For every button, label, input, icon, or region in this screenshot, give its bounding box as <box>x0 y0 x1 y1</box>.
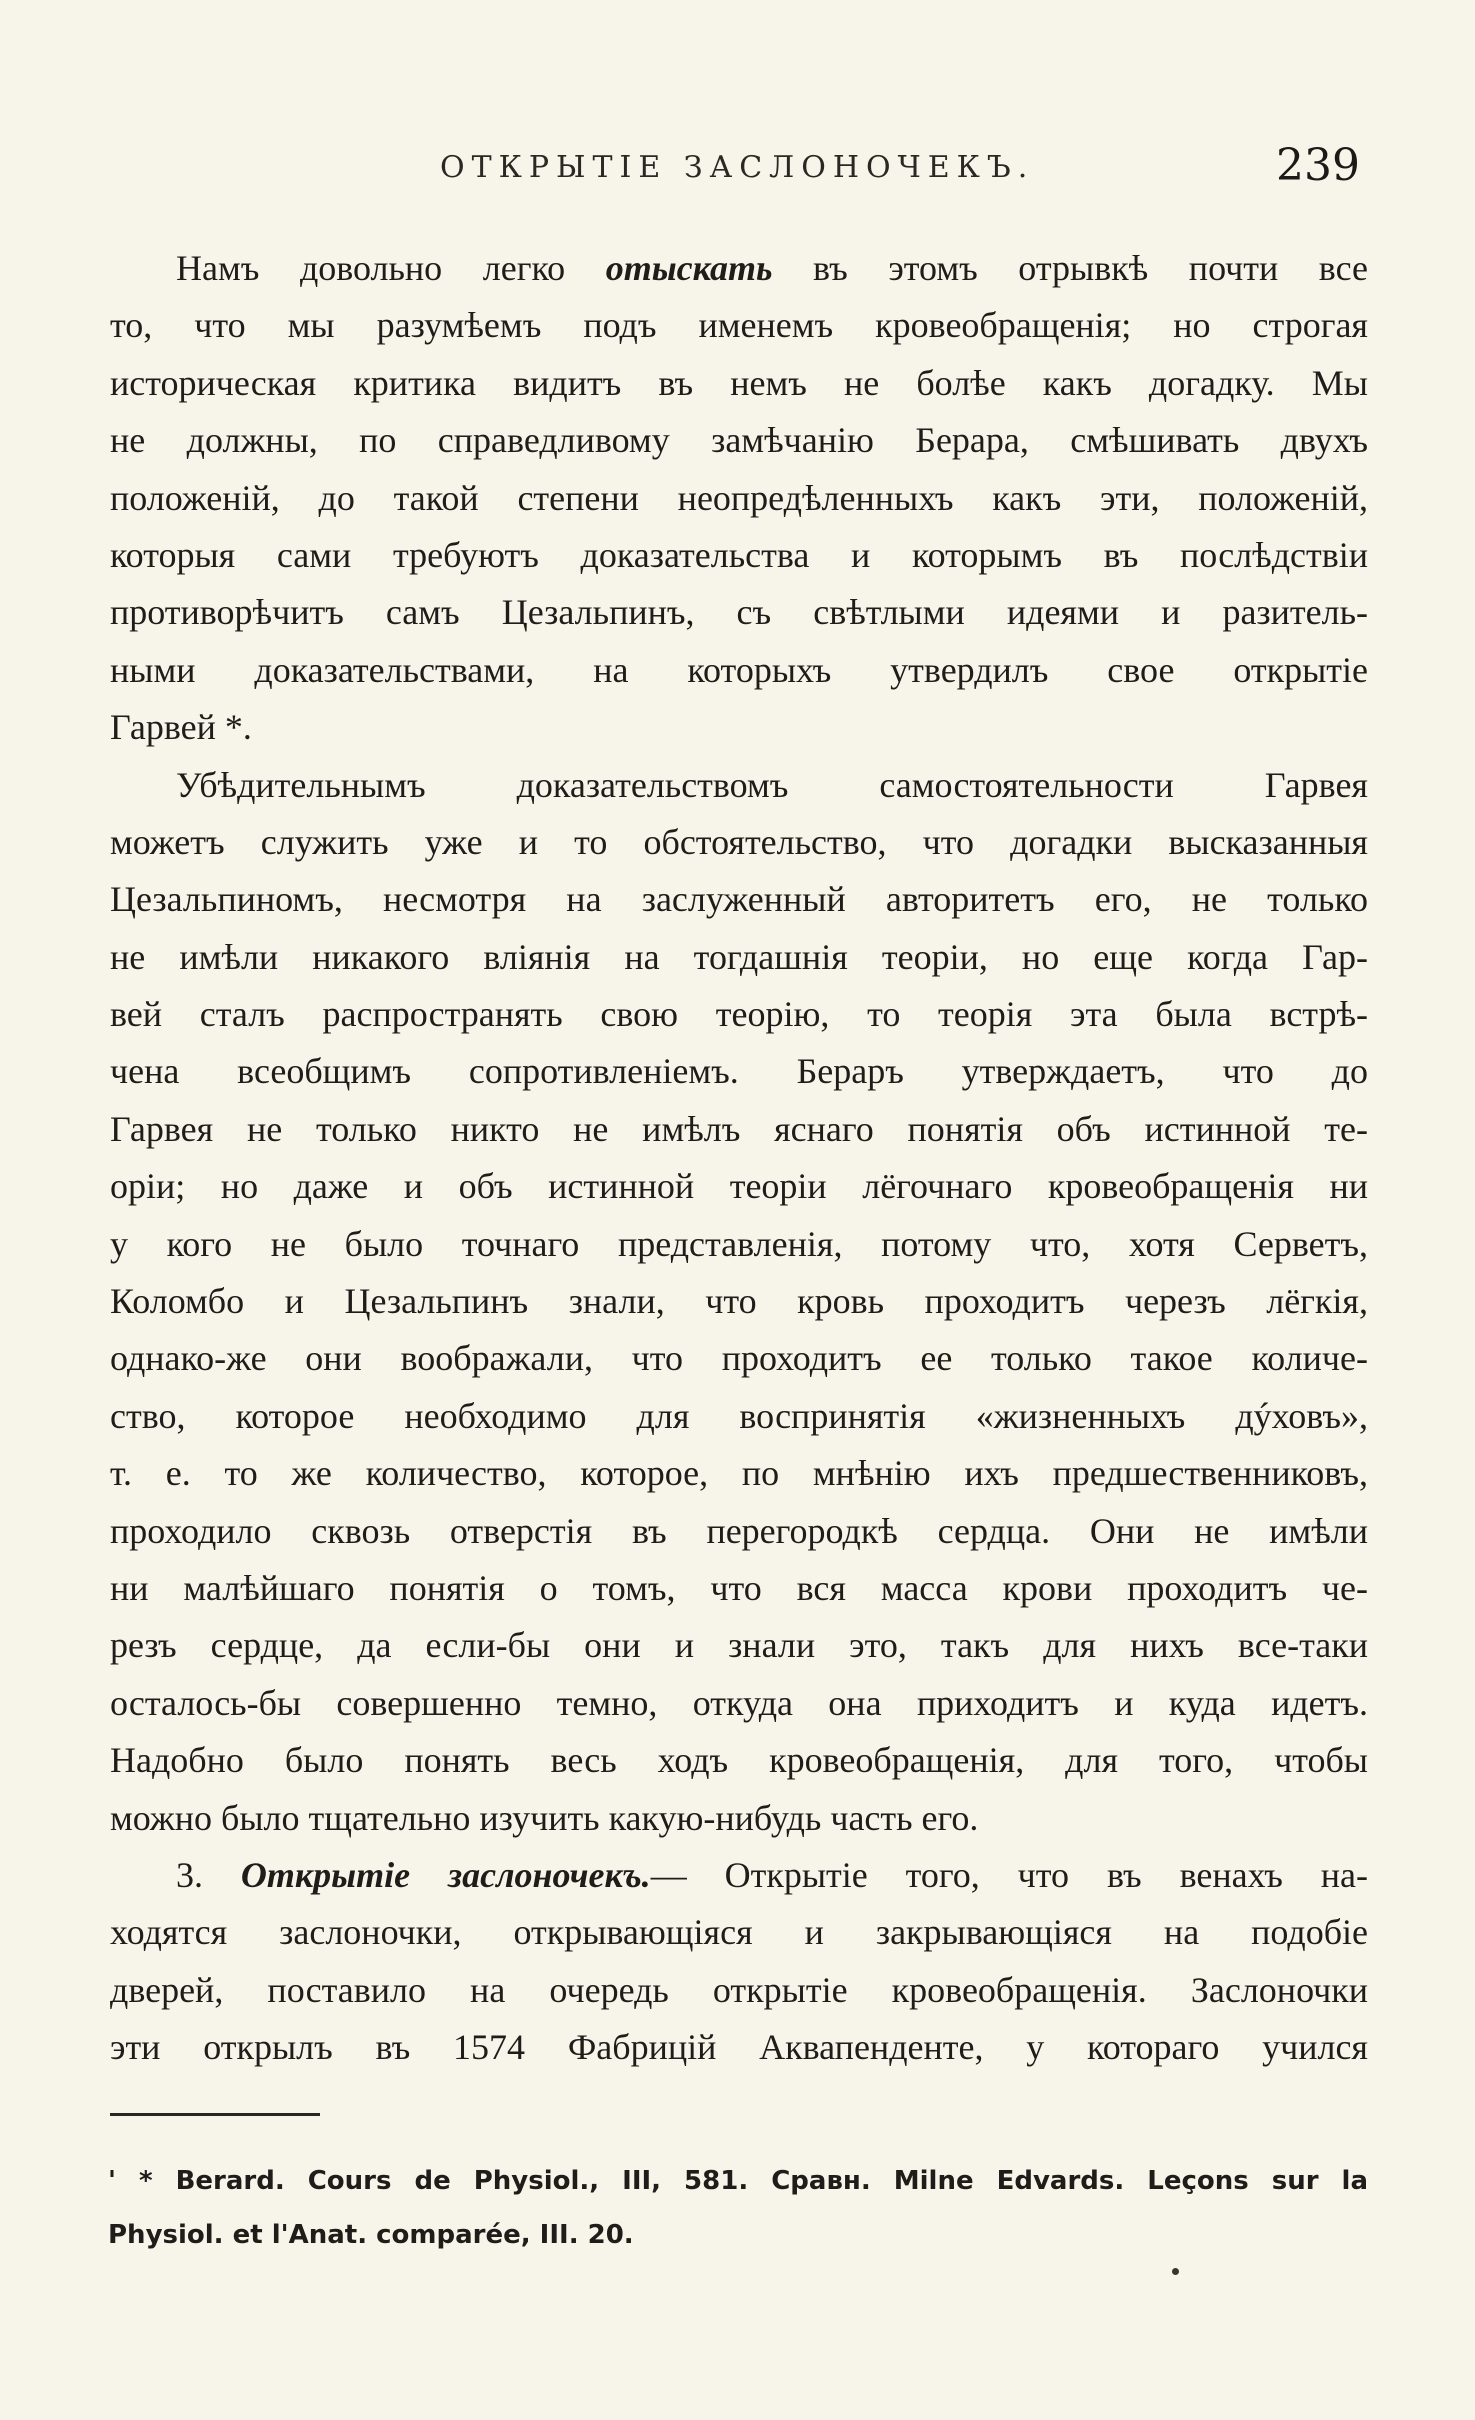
body-text <box>110 240 1368 2077</box>
running-header <box>110 140 1360 200</box>
running-title: ОТКРЫТІЕ ЗАСЛОНОЧЕКЪ. <box>440 150 1035 185</box>
text-line: ство, которое необходимо для воспринятія «жизненныхъ дýховъ», <box>110 1395 1368 1436</box>
text-line: Коломбо и Цезальпинъ знали, что кровь проходитъ черезъ лёгкія, <box>110 1281 1368 1322</box>
text-line: Надобно было понять весь ходъ кровеобращенія, для того, чтобы <box>110 1740 1368 1781</box>
page-number: 239 <box>1276 140 1360 191</box>
text-line: оріи; но даже и объ истинной теоріи лёгочнаго кровеобращенія ни <box>110 1166 1368 1207</box>
text-line: чена всеобщимъ сопротивленіемъ. Бераръ утверждаетъ, что до <box>110 1051 1368 1092</box>
section-heading-line: 3. Открытіе заслоночекъ.— Открытіе того, что въ венахъ на- <box>176 1854 1368 1895</box>
text-line: Убѣдительнымъ доказательствомъ самостоятельности Гарвея <box>176 764 1368 805</box>
text-line: Гарвея не только никто не имѣлъ яснаго понятія объ истинной те- <box>110 1108 1368 1149</box>
text-line: можно было тщательно изучить какую-нибудь часть его. <box>110 1797 979 1838</box>
footnote-line: Physiol. et l'Anat. comparée, III. 20. <box>108 2220 634 2250</box>
section-heading: Открытіе заслоночекъ. <box>240 1854 651 1895</box>
text-line: ходятся заслоночки, открывающіяся и закрывающіяся на подобіе <box>110 1912 1368 1953</box>
text-line: можетъ служить уже и то обстоятельство, что догадки высказанныя <box>110 821 1368 862</box>
text-line: осталось-бы совершенно темно, откуда она приходитъ и куда идетъ. <box>110 1682 1368 1723</box>
text-line: Цезальпиномъ, несмотря на заслуженный авторитетъ его, не только <box>110 879 1368 920</box>
text-line: которыя сами требуютъ доказательства и которымъ въ послѣдствіи <box>110 534 1368 575</box>
text-line: не имѣли никакого вліянія на тогдашнія теоріи, но еще когда Гар- <box>110 936 1368 977</box>
text-line: положеній, до такой степени неопредѣленныхъ какъ эти, положеній, <box>110 477 1368 518</box>
text-line: резъ сердце, да если-бы они и знали это, такъ для нихъ все-таки <box>110 1625 1368 1666</box>
footnote-divider <box>110 2113 320 2116</box>
text-line: не должны, по справедливому замѣчанію Берара, смѣшивать двухъ <box>110 420 1368 461</box>
footnote <box>108 2154 1368 2262</box>
text-line: проходило сквозь отверстія въ перегородкѣ сердца. Они не имѣли <box>110 1510 1368 1551</box>
footnote-line: ' * Berard. Cours de Physiol., III, 581. Сравн. Milne Edvards. Leçons sur la <box>108 2166 1368 2196</box>
ink-speck <box>1172 2268 1179 2275</box>
text-line: у кого не было точнаго представленія, потому что, хотя Серветъ, <box>110 1223 1368 1264</box>
text-line: противорѣчитъ самъ Цезальпинъ, съ свѣтлыми идеями и разитель- <box>110 592 1368 633</box>
text-line: эти открылъ въ 1574 Фабрицій Аквапенденте, у котораго учился <box>110 2027 1368 2068</box>
text-line: вей сталъ распространять свою теорію, то теорія эта была встрѣ- <box>110 994 1368 1035</box>
text-line: ни малѣйшаго понятія о томъ, что вся масса крови проходитъ че- <box>110 1567 1368 1608</box>
text-line: то, что мы разумѣемъ подъ именемъ кровеобращенія; но строгая <box>110 305 1368 346</box>
text-line: Намъ довольно легко отыскать въ этомъ отрывкѣ почти все <box>176 248 1368 288</box>
emphasized-word: отыскать <box>605 248 773 288</box>
text-line: историческая критика видитъ въ немъ не болѣе какъ догадку. Мы <box>110 362 1368 403</box>
text-line: ными доказательствами, на которыхъ утвердилъ свое открытіе <box>110 649 1368 690</box>
text-line: однако-же они воображали, что проходитъ ее только такое количе- <box>110 1338 1368 1379</box>
text-line: дверей, поставило на очередь открытіе кровеобращенія. Заслоночки <box>110 1969 1368 2010</box>
text-line: т. е. то же количество, которое, по мнѣнію ихъ предшественниковъ, <box>110 1453 1368 1494</box>
text-line-footnote-ref: Гарвей *. <box>110 707 252 748</box>
